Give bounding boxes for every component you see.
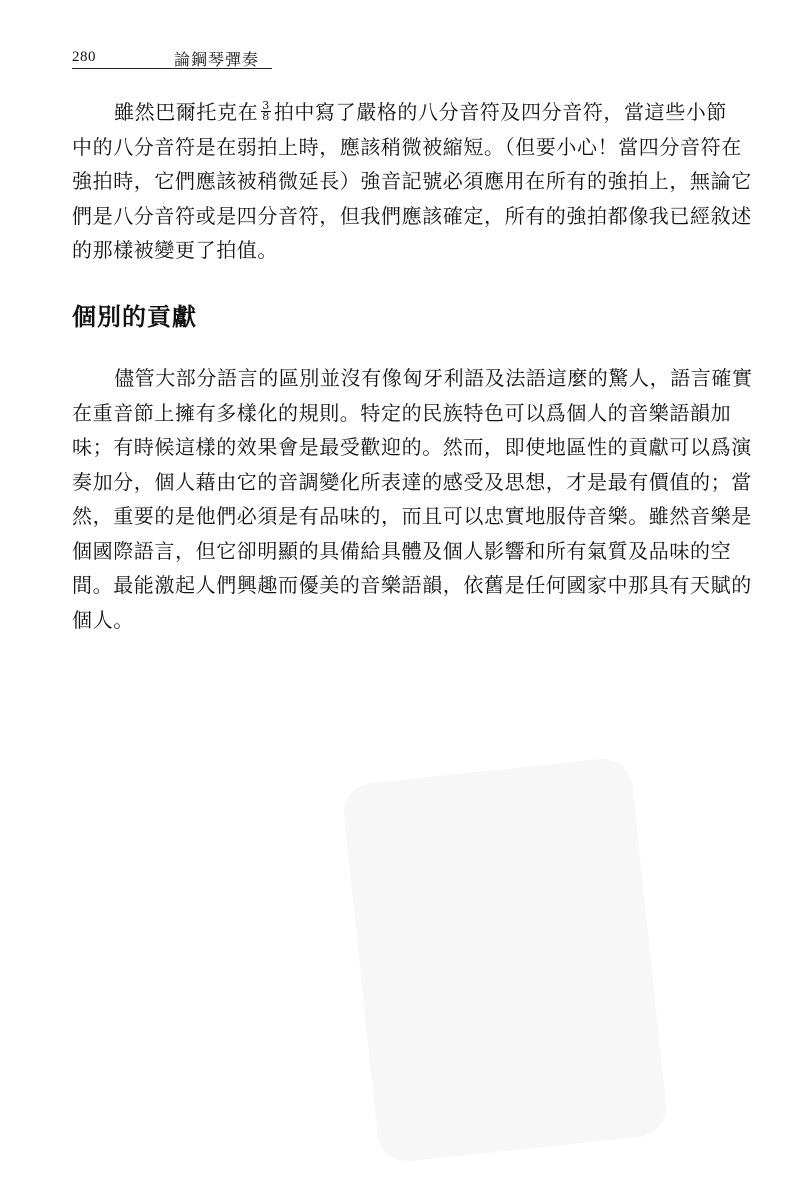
- paragraph-line: 個國際語言，但它卻明顯的具備給具體及個人影響和所有氣質及品味的空: [72, 538, 732, 563]
- paragraph-line-text: 拍中寫了嚴格的八分音符及四分音符，當這些小節: [273, 100, 728, 124]
- paragraph-bartok: [72, 95, 752, 268]
- paragraph-line: 的那樣被變更了拍值。: [72, 238, 278, 262]
- paragraph-line: 個人。: [72, 607, 134, 632]
- paragraph-line: 強拍時，它們應該被稍微延長）強音記號必須應用在所有的強拍上，無論它: [72, 169, 752, 193]
- time-signature-denominator: 8: [262, 110, 270, 123]
- time-signature-numerator: 3: [262, 99, 270, 112]
- running-header: [72, 44, 272, 69]
- section-heading: 個別的貢獻: [72, 302, 197, 331]
- paragraph-line: 中的八分音符是在弱拍上時，應該稍微被縮短。（但要小心！當四分音符在: [72, 134, 742, 159]
- paragraph-individual-contribution: [72, 361, 752, 637]
- paragraph-line: [72, 95, 752, 130]
- paragraph-line: 儘管大部分語言的區別並沒有像匈牙利語及法語這麼的驚人，語言確實: [114, 366, 753, 390]
- paragraph-line: 間。最能激起人們興趣而優美的音樂語韻，依舊是任何國家中那具有天賦的: [72, 573, 752, 597]
- paragraph-line: 在重音節上擁有多樣化的規則。特定的民族特色可以爲個人的音樂語韻加: [72, 400, 732, 425]
- paragraph-line: 們是八分音符或是四分音符，但我們應該確定，所有的強拍都像我已經敘述: [72, 203, 752, 228]
- paragraph-line: 奏加分，個人藉由它的音調變化所表達的感受及思想，才是最有價值的；當: [72, 469, 752, 494]
- paragraph-line: 味；有時候這樣的效果會是最受歡迎的。然而，即使地區性的貢獻可以爲演: [72, 435, 752, 459]
- book-title: 論鋼琴彈奏: [174, 50, 260, 69]
- time-signature-fraction: [261, 101, 271, 122]
- page-number: 280: [72, 49, 96, 65]
- paragraph-line: 然，重要的是他們必須是有品味的，而且可以忠實地服侍音樂。雖然音樂是: [72, 504, 752, 528]
- paragraph-line-text: 雖然巴爾托克在: [114, 100, 259, 124]
- faded-watermark: [341, 756, 669, 1164]
